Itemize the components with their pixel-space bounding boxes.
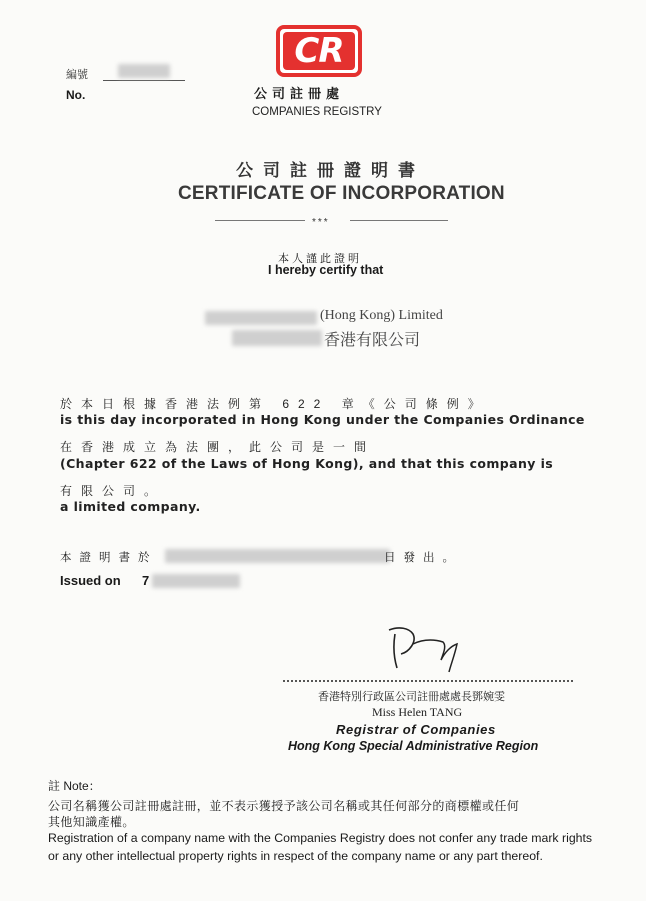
note-en-line2: or any other intellectual property rights in respect of the company name or any part thereof. [48,849,543,863]
number-label-en: No. [66,88,86,102]
redacted-company-name-en [205,311,317,325]
title-rule-right [350,220,448,221]
title-ornament: *** [312,217,330,228]
companies-registry-logo [276,25,362,77]
signature-line [283,680,573,682]
body-line3-zh: 有限公司。 [60,484,166,498]
redacted-issue-date-en [152,574,240,588]
company-name-zh: 香港有限公司 [324,332,421,349]
note-en-line1: Registration of a company name with the Companies Registry does not confer any trade mark rights [48,831,593,845]
registrar-signature [385,620,465,675]
title-rule-left [215,220,305,221]
body-line1-en: is this day incorporated in Hong Kong under the Companies Ordinance [60,412,585,427]
body-line3-en: a limited company. [60,499,201,514]
registry-name-en: COMPANIES REGISTRY [252,106,382,118]
body-line2-zh: 在香港成立為法團，此公司是一間 [60,440,376,454]
note-zh-line2: 其他知識產權。 [48,815,135,829]
registry-name-zh: 公司註冊處 [254,86,345,101]
certificate-title-en: CERTIFICATE OF INCORPORATION [178,183,505,204]
body-line2-en: (Chapter 622 of the Laws of Hong Kong), and that this company is [60,456,554,471]
note-label: 註 Note： [48,779,101,793]
registrar-name-zh: 香港特別行政區公司註冊處處長鄧婉雯 [318,691,505,703]
note-zh-line1: 公司名稱獲公司註冊處註冊，並不表示獲授予該公司名稱或其任何部分的商標權或任何 [48,799,520,813]
registrar-region: Hong Kong Special Administrative Region [288,739,539,753]
certify-zh: 本人謹此證明 [278,253,362,265]
number-underline [103,80,185,81]
issued-date-en: 7 [142,573,150,588]
issued-prefix-zh: 本證明書於 [60,552,158,564]
redacted-number [118,64,170,78]
number-label-zh: 編號 [66,69,88,81]
certificate-title-zh: 公司註冊證明書 [236,161,425,180]
company-name-en: (Hong Kong) Limited [320,308,443,323]
body-line1-zh: 於本日根據香港法例第 622 章《公司條例》 [60,397,489,411]
issued-suffix-zh: 日發出。 [384,552,462,564]
redacted-issue-date-zh [165,549,390,563]
redacted-company-name-zh [232,330,322,346]
registrar-title: Registrar of Companies [336,722,496,737]
logo-text: CR [283,32,355,70]
issued-label-en: Issued on [60,573,121,588]
registrar-name-en: Miss Helen TANG [372,705,463,719]
certify-en: I hereby certify that [268,263,384,277]
